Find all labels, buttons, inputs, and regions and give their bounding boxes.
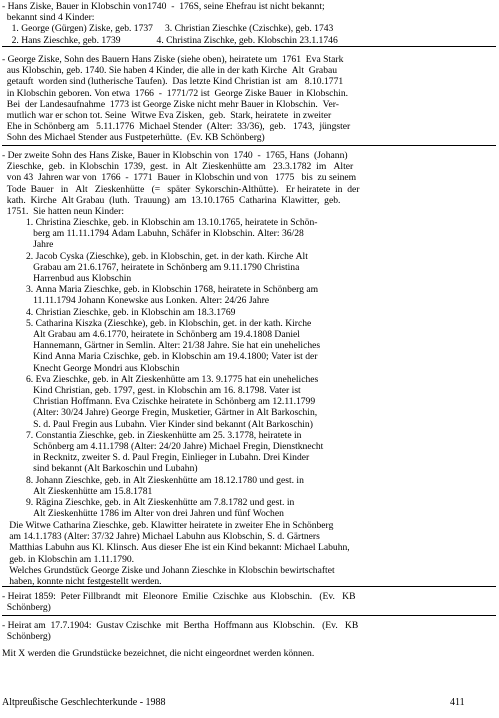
text-line: in Recknitz, zweiter S. d. Paul Fregin, Einlieger in Lubahn. Drei Kinder — [2, 452, 310, 464]
paragraph-george-ziske — [2, 54, 496, 144]
divider-line — [2, 586, 496, 587]
text-line: Welches Grundstück George Ziske und Johann Zieschke in Klobschin bewirtschaftet — [2, 564, 335, 576]
child-entry — [2, 318, 496, 374]
text-line: Bei der Landesaufnahme 1773 ist George Ziske nicht mehr Bauer in Klobschin. Ver- — [2, 98, 339, 110]
child-entry — [2, 217, 496, 251]
text-line: 4. Christian Zieschke, geb. in Klobschin am 18.3.1769 — [2, 306, 236, 318]
text-line: 2. Hans Zieschke, geb. 1739 4. Christina Zischke, geb. Klobschin 23.1.1746 — [2, 34, 338, 46]
text-line: bekannt sind 4 Kinder: — [2, 12, 95, 24]
text-line: 1751. Sie hatten neun Kinder: — [2, 206, 125, 218]
text-line: 8. Johann Zieschke, geb. in Alt Zieskenhütte am 18.12.1780 und gest. in — [2, 474, 304, 486]
text-line: - Der zweite Sohn des Hans Ziske, Bauer in Klobschin von 1740 - 1765, Hans (Johann) — [2, 150, 348, 161]
text-line: Hannemann, Gärtner in Semlin. Alter: 21/38 Jahre. Sie hat ein uneheliches — [2, 340, 321, 352]
divider-line — [2, 145, 496, 146]
text-line: von 43 Jahren war von 1766 - 1771 Bauer in Klobschin und von 1775 bis zu seinem — [2, 172, 357, 184]
text-line: Alt Zieskenhütte 1786 im Alter von drei Jahren und fünf Wochen — [2, 508, 284, 520]
text-line: Zieschke, geb. in Klobschin 1739, gest. in Alt Zieskenhütte am 23.3.1782 im Alter — [2, 161, 354, 173]
text-line: 1. Christina Zieschke, geb. in Klobschin am 13.10.1765, heiratete in Schön- — [2, 217, 318, 228]
text-line: Alt Zieskenhütte am 15.8.1781 — [2, 485, 153, 497]
text-line: - Hans Ziske, Bauer in Klobschin von1740 - 176S, seine Ehefrau ist nicht bekannt; — [2, 1, 325, 12]
marriage-entry — [2, 620, 496, 642]
text-line: Schönberg am 4.11.1798 (Alter: 24/20 Jahre) Michael Fregin, Dienstknecht — [2, 441, 324, 453]
footnote — [2, 648, 496, 659]
text-line: 3. Anna Maria Zieschke, geb. in Klobschin 1768, heiratete in Schönberg am — [2, 284, 319, 296]
text-line: 1. George (Gürgen) Ziske, geb. 1737 3. Christian Zieschke (Czischke), geb. 1743 — [2, 23, 334, 35]
text-line: Tode Bauer in Alt Zieskenhütte (= später Sykorschin-Althütte). Er heiratete in der — [2, 183, 360, 195]
text-line: kath. Kirche Alt Grabau (luth. Trauung) am 13.10.1765 Catharina Klawitter, geb. — [2, 194, 341, 206]
page-number: 411 — [450, 697, 465, 708]
text-line: getauft worden sind (lutherische Taufen). Das letzte Kind Christian ist am 8.10.1771 — [2, 76, 344, 88]
text-line: Kind Anna Maria Czischke, geb. in Klobschin am 19.4.1800; Vater ist der — [2, 351, 318, 363]
text-line: mutlich war er schon tot. Seine Witwe Eva Zisken, geb. Stark, heiratete in zweiter — [2, 110, 332, 122]
divider-line — [2, 46, 496, 47]
marriage-entry — [2, 591, 496, 613]
text-line: 5. Catharina Kiszka (Zieschke), geb. in Klobschin, get. in der kath. Kirche — [2, 317, 312, 329]
text-line: sind bekannt (Alt Barkoschin und Lubahn) — [2, 463, 198, 475]
text-line: Schönberg) — [2, 602, 51, 614]
text-line: Alt Grabau am 4.6.1770, heiratete in Schönberg am 19.4.1808 Daniel — [2, 329, 300, 341]
footer-journal: Altpreußische Geschlechterkunde - 1988 — [2, 697, 166, 708]
text-line: aus Klobschin, geb. 1740. Sie haben 4 Kinder, die alle in der kath Kirche Alt Grabau — [2, 65, 338, 77]
text-line: - George Ziske, Sohn des Bauern Hans Ziske (siehe oben), heiratete um 1761 Eva Stark — [2, 54, 344, 65]
text-line: Ehe in Schönberg am 5.11.1776 Michael Stender (Alter: 33/36), geb. 1743, jüngster — [2, 121, 351, 133]
text-line: Knecht George Mondri aus Klobschin — [2, 362, 180, 374]
text-line: Die Witwe Catharina Zieschke, geb. Klawitter heiratete in zweiter Ehe in Schönberg — [2, 520, 334, 531]
text-line: Harrenbud aus Klobschin — [2, 273, 132, 285]
text-line: (Alter: 30/24 Jahre) George Fregin, Musketier, Gärtner in Alt Barkoschin, — [2, 407, 318, 419]
paragraph-hans-ziske — [2, 1, 496, 46]
paragraph-widow — [2, 520, 496, 587]
text-line: Kind Christian, geb. 1797, gest. in Klobschin am 16. 8.1798. Vater ist — [2, 385, 301, 397]
text-line: - Heirat 1859: Peter Fillbrandt mit Eleonore Emilie Czischke aus Klobschin. (Ev. KB — [2, 591, 356, 602]
child-entry — [2, 374, 496, 430]
text-line: 9. Rägina Zieschke, geb. in Alt Zieskenhütte am 7.8.1782 und gest. in — [2, 497, 295, 509]
text-line: - Heirat am 17.7.1904: Gustav Czischke mit Bertha Hoffmann aus Klobschin. (Ev. KB — [2, 620, 359, 631]
children-list — [2, 217, 496, 519]
text-line: Sohn des Michael Stender aus Fustpeterhütte. (Ev. KB Schönberg) — [2, 132, 265, 144]
child-entry — [2, 251, 496, 285]
text-line: Schönberg) — [2, 631, 51, 643]
text-line: Grabau am 21.6.1767, heiratete in Schönberg am 9.11.1790 Christina — [2, 261, 300, 273]
text-line: berg am 11.11.1794 Adam Labuhn, Schäfer in Klobschin. Alter: 36/28 — [2, 228, 304, 240]
child-entry — [2, 307, 496, 318]
text-line: S. d. Paul Fregin aus Lubahn. Vier Kinder sind bekannt (Alt Barkoschin) — [2, 418, 313, 430]
text-line: geb. in Klobschin am 1.11.1790. — [2, 553, 135, 565]
child-entry — [2, 430, 496, 475]
child-entry — [2, 497, 496, 519]
footnote-text: Mit X werden die Grundstücke bezeichnet, die nicht eingeordnet werden können. — [2, 648, 315, 659]
text-line: am 14.1.1783 (Alter: 37/32 Jahre) Michael Labuhn aus Klobschin, S. d. Gärtners — [2, 531, 320, 543]
text-line: 7. Constantia Zieschke, geb. in Zieskenhütte am 25. 3.1778, heiratete in — [2, 429, 302, 441]
text-line: 11.11.1794 Johann Konewske aus Lonken. Alter: 24/26 Jahre — [2, 295, 270, 307]
paragraph-hans-zieschke — [2, 150, 496, 217]
text-line: 6. Eva Zieschke, geb. in Alt Zieskenhütte am 13. 9.1775 hat ein uneheliches — [2, 373, 319, 385]
text-line: haben, konnte nicht festgestellt werden. — [2, 576, 162, 588]
text-line: Christian Hoffmann. Eva Czischke heiratete in Schönberg am 12.11.1799 — [2, 396, 316, 408]
text-line: 2. Jacob Cyska (Zieschke), geb. in Klobschin, get. in der kath. Kirche Alt — [2, 250, 308, 262]
child-entry — [2, 284, 496, 306]
text-line: Jahre — [2, 239, 54, 251]
child-entry — [2, 475, 496, 497]
divider-line — [2, 615, 496, 616]
text-line: in Klobschin geboren. Von etwa 1766 - 1771/72 ist George Ziske Bauer in Klobschin. — [2, 87, 349, 99]
text-line: Matthias Labuhn aus Kl. Klinsch. Aus dieser Ehe ist ein Kind bekannt: Michael Labuhn, — [2, 542, 350, 554]
